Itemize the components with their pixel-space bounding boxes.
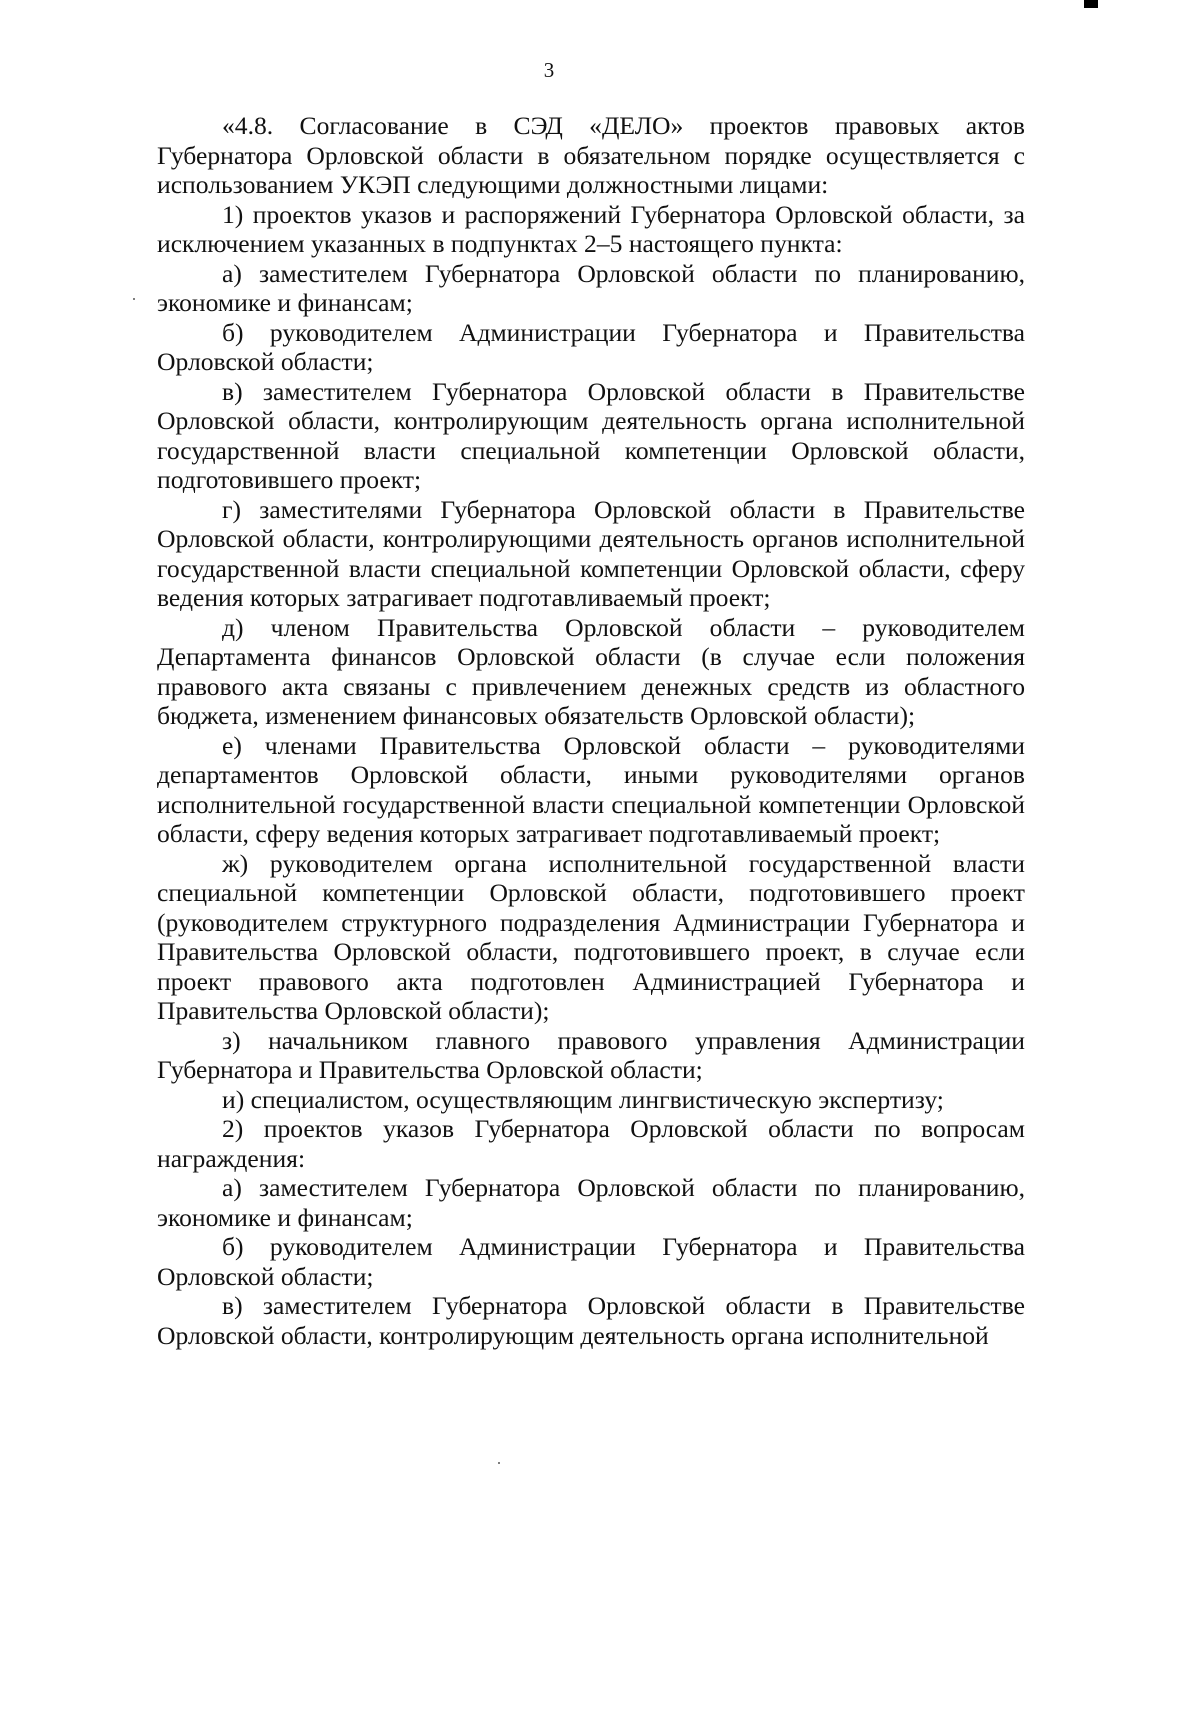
document-body	[157, 111, 1025, 1350]
paragraph-item-1d: д) членом Правительства Орловской области – руководителем Департамента финансов Орловской области (в случае если положения правового акта связаны с привлечением денежных средств из областного бюджета, изменением финансовых обязательств Орловской области);	[157, 612, 1025, 730]
paragraph-item-2b: б) руководителем Администрации Губернатора и Правительства Орловской области;	[157, 1232, 1025, 1291]
paragraph-item-1zh: ж) руководителем органа исполнительной государственной власти специальной компетенции Орловской области, подготовившего проект (руководителем структурного подразделения Администрации Губернатора и Правительства Орловской области, подготовившего проект, в случае если проект правового акта подготовлен Администрацией Губернатора и Правительства Орловской области);	[157, 848, 1025, 1025]
paragraph-item-1g: г) заместителями Губернатора Орловской области в Правительстве Орловской области, контролирующими деятельность органов исполнительной государственной власти специальной компетенции Орловской области, сферу ведения которых затрагивает подготавливаемый проект;	[157, 494, 1025, 612]
paragraph-item-1a: а) заместителем Губернатора Орловской области по планированию, экономике и финансам;	[157, 258, 1025, 317]
page-number: 3	[543, 58, 555, 82]
paragraph-item-2a: а) заместителем Губернатора Орловской области по планированию, экономике и финансам;	[157, 1173, 1025, 1232]
paragraph-item-2: 2) проектов указов Губернатора Орловской области по вопросам награждения:	[157, 1114, 1025, 1173]
paragraph-4-8-intro: «4.8. Согласование в СЭД «ДЕЛО» проектов правовых актов Губернатора Орловской области в обязательном порядке осуществляется с использованием УКЭП следующими должностными лицами:	[157, 111, 1025, 199]
paragraph-item-1v: в) заместителем Губернатора Орловской области в Правительстве Орловской области, контролирующим деятельность органа исполнительной государственной власти специальной компетенции Орловской области, подготовившего проект;	[157, 376, 1025, 494]
scan-speck	[133, 298, 135, 300]
paragraph-item-1i: и) специалистом, осуществляющим лингвистическую экспертизу;	[222, 1084, 944, 1114]
scan-corner-mark	[1084, 0, 1098, 8]
paragraph-item-1e: е) членами Правительства Орловской области – руководителями департаментов Орловской области, иными руководителями органов исполнительной государственной власти специальной компетенции Орловской области, сферу ведения которых затрагивает подготавливаемый проект;	[157, 730, 1025, 848]
paragraph-item-2v: в) заместителем Губернатора Орловской области в Правительстве Орловской области, контролирующим деятельность органа исполнительной	[157, 1291, 1025, 1350]
paragraph-item-1: 1) проектов указов и распоряжений Губернатора Орловской области, за исключением указанных в подпунктах 2–5 настоящего пункта:	[157, 199, 1025, 258]
paragraph-item-1z: з) начальником главного правового управления Администрации Губернатора и Правительства Орловской области;	[157, 1025, 1025, 1084]
scan-speck	[498, 1462, 500, 1464]
paragraph-item-1b: б) руководителем Администрации Губернатора и Правительства Орловской области;	[157, 317, 1025, 376]
